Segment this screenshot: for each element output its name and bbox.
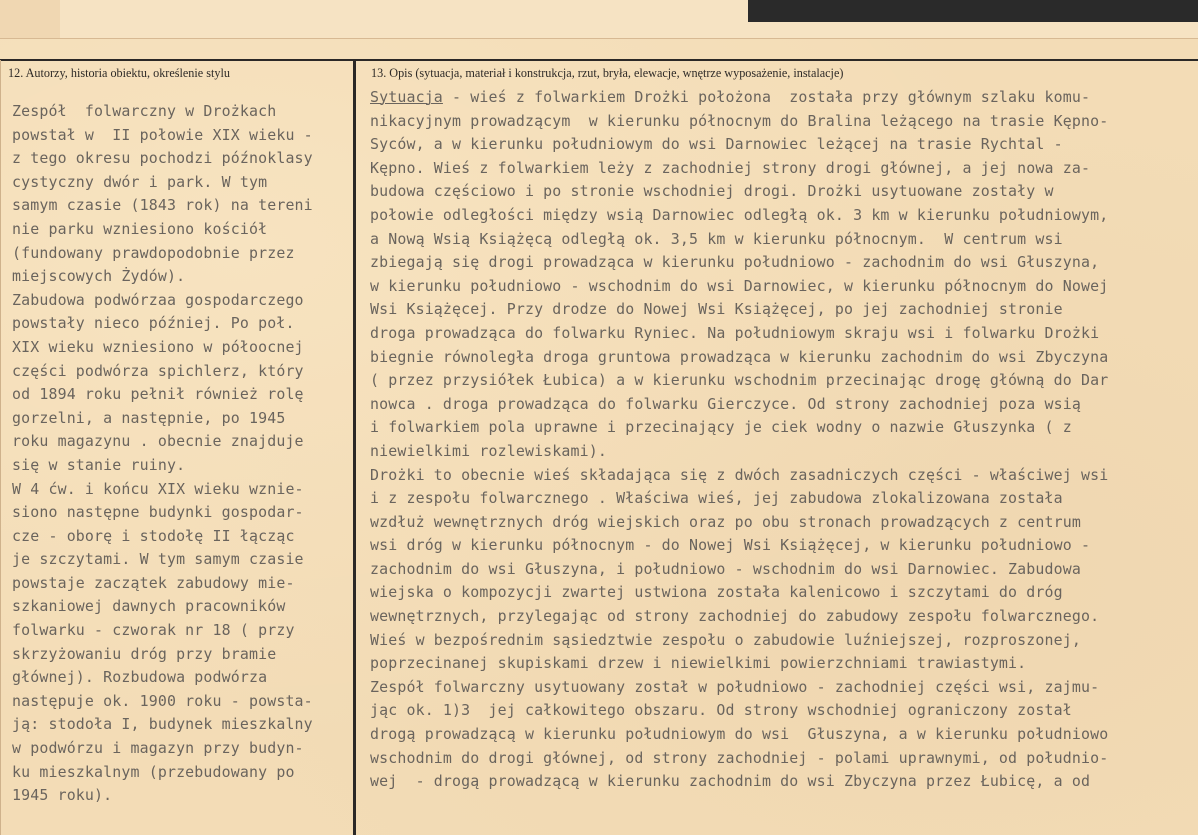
text-line: XIX wieku wzniesiono w półoocnej [12, 337, 304, 356]
text-line-rest: - wieś z folwarkiem Drożki położona została przy głównym szlaku komu- [442, 88, 1091, 106]
text-line: siono następne budynki gospodar- [12, 503, 304, 522]
text-line: od 1894 roku pełnił również rolę [12, 385, 304, 404]
text-line: następuje ok. 1900 roku - powsta- [12, 691, 313, 710]
text-line: wewnętrznych, przylegając od strony zachodniej do zabudowy zespołu folwarcznego. [370, 607, 1100, 626]
text-line: szkaniowej dawnych pracowników [12, 597, 286, 616]
text-line: nikacyjnym prowadzącym w kierunku północnym do Bralina leżącego na trasie Kępno- [370, 111, 1109, 130]
text-line: Zabudowa podwórzaa gospodarczego [12, 290, 304, 309]
text-line: je szczytami. W tym samym czasie [12, 550, 304, 569]
description-column [370, 86, 1192, 794]
text-line: W 4 ćw. i końcu XIX wieku wznie- [12, 479, 304, 498]
text-line: miejscowych Żydów). [12, 267, 186, 286]
text-line: powstały nieco później. Po poł. [12, 314, 295, 333]
text-line: z tego okresu pochodzi późnoklasy [12, 149, 313, 168]
scan-edge-shadow [748, 0, 1198, 22]
scan-edge-strip [768, 22, 1198, 38]
text-line: folwarku - czworak nr 18 ( przy [12, 621, 295, 640]
text-line: zbiegają się drogi prowadząca w kierunku południowo - zachodnim do wsi Głuszyna, [370, 253, 1100, 272]
text-line: Drożki to obecnie wieś składająca się z dwóch zasadniczych części - właściwej wsi [370, 465, 1109, 484]
text-line: jąc ok. 1)3 jej całkowitego obszaru. Od strony wschodniej ograniczony został [370, 701, 1072, 720]
text-line: powstaje zaczątek zabudowy mie- [12, 573, 295, 592]
text-line [370, 86, 1192, 110]
text-line: 1945 roku). [12, 786, 113, 805]
text-line: i folwarkiem pola uprawne i przecinający je ciek wodny o nazwie Głuszynka ( z [370, 418, 1072, 437]
history-column [12, 100, 350, 808]
section-13-heading: 13. Opis (sytuacja, materiał i konstrukcja, rzut, bryła, elewacje, wnętrze wyposażenie, instalacje) [371, 66, 844, 80]
text-line: cze - oborę i stodołę II łącząc [12, 526, 295, 545]
text-line: ( przez przysiółek Łubica) a w kierunku wschodnim przecinając drogę główną do Dar [370, 371, 1109, 390]
column-divider [353, 59, 356, 835]
header-rule [0, 59, 1198, 61]
left-edge [0, 60, 1, 835]
text-line: ją: stodoła I, budynek mieszkalny [12, 715, 313, 734]
text-line: wschodnim do drogi głównej, od strony zachodniej - polami uprawnymi, od południo- [370, 748, 1109, 767]
text-line: wzdłuż wewnętrznych dróg wiejskich oraz po obu stronach prowadzących z centrum [370, 512, 1081, 531]
text-line: poprzecinanej skupiskami drzew i niewielkimi powierzchniami trawiastymi. [370, 654, 1027, 673]
text-line: Zespół folwarczny usytuowany został w południowo - zachodniej części wsi, zajmu- [370, 677, 1100, 696]
text-line: Wsi Książęcej. Przy drodze do Nowej Wsi Książęcej, po jej zachodniej stronie [370, 300, 1063, 319]
text-line: nie parku wzniesiono kościół [12, 219, 268, 238]
text-line: Zespół folwarczny w Drożkach [12, 102, 277, 120]
text-line: wiejska o kompozycji zwartej ustwiona została kalenicowo i szczytami do dróg [370, 583, 1063, 602]
text-line: wej - drogą prowadzącą w kierunku zachodnim do wsi Zbyczyna przez Łubicę, a od [370, 772, 1091, 791]
text-line: niewielkimi rozlewiskami). [370, 441, 607, 460]
situation-label: Sytuacja [370, 88, 443, 106]
text-line: połowie odległości między wsią Darnowiec odległą ok. 3 km w kierunku południowym, [370, 205, 1109, 224]
text-line: biegnie równoległa droga gruntowa prowadząca w kierunku zachodnim do wsi Zbyczyna [370, 347, 1109, 366]
text-line: nowca . droga prowadząca do folwarku Gierczyce. Od strony zachodniej poza wsią [370, 394, 1081, 413]
text-line: wsi dróg w kierunku północnym - do Nowej Wsi Książęcej, w kierunku południowo - [370, 536, 1091, 555]
text-line: Kępno. Wieś z folwarkiem leży z zachodniej strony drogi głównej, a jej nowa za- [370, 158, 1091, 177]
section-12-heading: 12. Autorzy, historia obiektu, określenie stylu [8, 66, 230, 80]
text-line: skrzyżowaniu dróg przy bramie [12, 644, 277, 663]
text-line: gorzelni, a następnie, po 1945 [12, 408, 286, 427]
text-line: roku magazynu . obecnie znajduje [12, 432, 304, 451]
text-line: Wieś w bezpośrednim sąsiedztwie zespołu o zabudowie luźniejszej, rozproszonej, [370, 630, 1081, 649]
text-line: a Nową Wsią Książęcą odległą ok. 3,5 km w kierunku północnym. W centrum wsi [370, 229, 1063, 248]
text-line: się w stanie ruiny. [12, 455, 186, 474]
text-line: części podwórza spichlerz, który [12, 361, 304, 380]
text-line: Syców, a w kierunku południowym do wsi Darnowiec leżącej na trasie Rychtal - [370, 135, 1063, 154]
text-line: w podwórzu i magazyn przy budyn- [12, 739, 304, 758]
text-line: drogą prowadzącą w kierunku południowym do wsi Głuszyna, a w kierunku południowo [370, 725, 1109, 744]
text-line: zachodnim do wsi Głuszyna, i południowo - wschodnim do wsi Darnowiec. Zabudowa [370, 559, 1081, 578]
text-line: i z zespołu folwarcznego . Właściwa wieś, jej zabudowa zlokalizowana została [370, 489, 1063, 508]
text-line: cystyczny dwór i park. W tym [12, 172, 268, 191]
text-line: samym czasie (1843 rok) na tereni [12, 196, 313, 215]
text-line: droga prowadząca do folwarku Ryniec. Na południowym skraju wsi i folwarku Drożki [370, 323, 1100, 342]
text-line: powstał w II połowie XIX wieku - [12, 125, 313, 144]
text-line: głównej). Rozbudowa podwórza [12, 668, 268, 687]
text-line: w kierunku południowo - wschodnim do wsi Darnowiec, w kierunku północnym do Nowej [370, 276, 1109, 295]
text-line: (fundowany prawdopodobnie przez [12, 243, 295, 262]
text-line: budowa częściowo i po stronie wschodniej drogi. Drożki usytuowane zostały w [370, 182, 1054, 201]
top-notch [0, 0, 60, 38]
text-line: ku mieszkalnym (przebudowany po [12, 762, 295, 781]
